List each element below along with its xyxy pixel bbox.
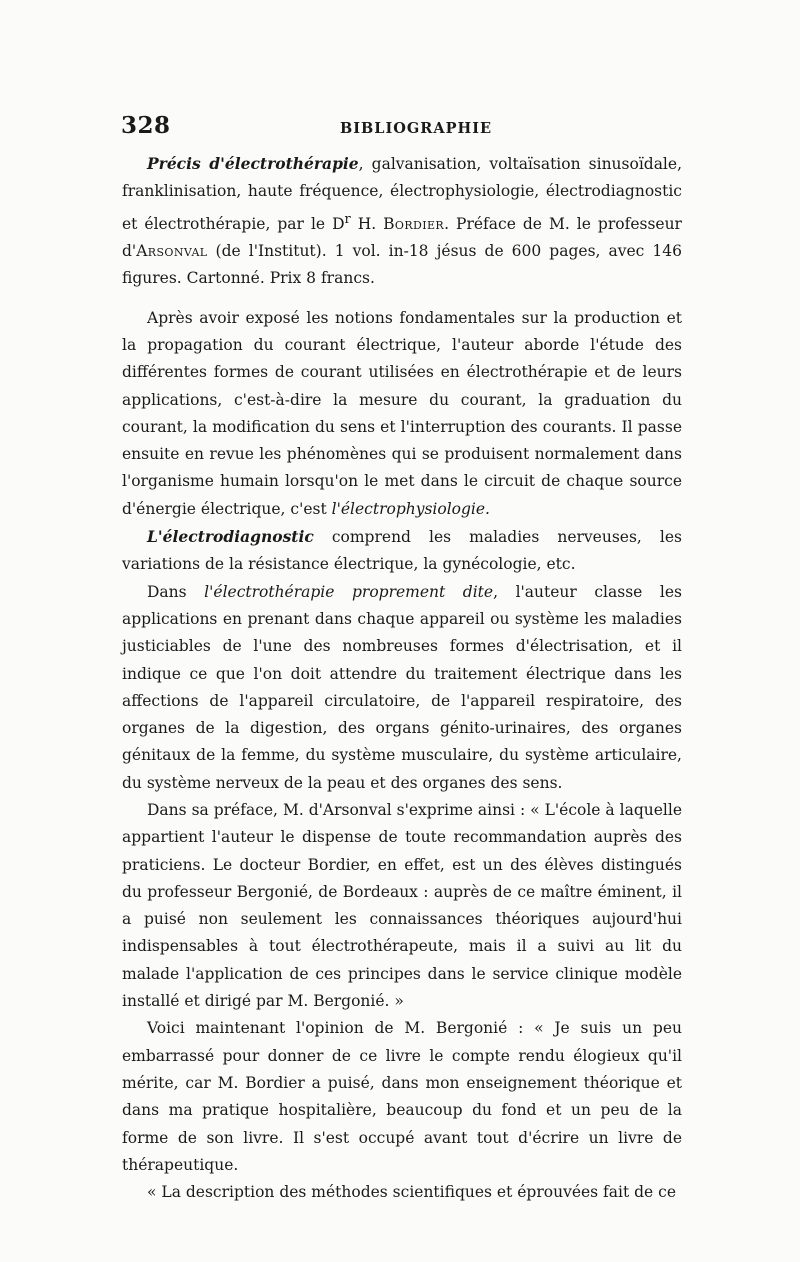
entry-sup: r [344, 211, 351, 227]
entry-text-4: (de l'Institut). 1 vol. in-18 jésus de 600 pages, avec 146 figures. Cartonné. Prix 8 francs. [122, 242, 682, 288]
paragraph-4: Dans sa préface, M. d'Arsonval s'exprime ainsi : « L'école à laquelle appartient l'auteur le dispense de toute recommandation auprès des praticiens. Le docteur Bordier, en effet, est un des élèves distingués du professeur Bergonié, de Bordeaux : auprès de ce maître éminent, il a puisé non seulement les connaissances théoriques aujourd'hui indispensables à tout électrothérapeute, mais il a suivi au lit du malade l'application de ces principes dans le service clinique modèle installé et dirigé par M. Bergonié. » [122, 800, 682, 1011]
paragraph-6: « La description des méthodes scientifiques et éprouvées fait de ce [147, 1183, 677, 1202]
paragraph-3-emphasis: l'électrothérapie proprement dite [204, 582, 494, 601]
paragraph-1-text: Après avoir exposé les notions fondamentales sur la production et la propagation du courant électrique, l'auteur aborde l'étude des différentes formes de courant utilisées en électrothérapie et de leurs applications, c'est-à-dire la mesure du courant, la graduation du courant, la modification du sens et l'interruption des courants. Il passe ensuite en revue les phénomènes qui se produisent normalement dans l'organisme humain lorsqu'on le met dans le circuit de chaque source d'énergie électrique, c'est [122, 308, 682, 518]
entry-text-1: , galvanisation, voltaïsation sinusoïdale, franklinisation, haute fréquence, électrophysiologie, électrodiagnostic et électrothérapie, par le D [122, 155, 682, 233]
entry-author: Bordier [383, 214, 445, 233]
entry-preface-author: Arsonval [136, 242, 208, 261]
running-title: BIBLIOGRAPHIE [340, 120, 493, 137]
paragraph-3 [122, 579, 682, 797]
entry-text-3: . Préface de M. le professeur d' [122, 214, 682, 261]
entry-title: Précis d'électrothérapie [147, 154, 359, 173]
paragraph-3-lead: Dans [147, 582, 205, 601]
paragraph-2-emphasis: L'électrodiagnostic [147, 527, 314, 547]
body-text [122, 150, 682, 1206]
paragraph-3-text: , l'auteur classe les applications en prenant dans chaque appareil ou système les maladies justiciables de l'une des nombreuses formes d'électrisation, et il indique ce que l'on doit attendre du traitement électrique dans les affections de l'appareil circulatoire, de l'appareil respiratoire, des organes de la digestion, des organs génito-urinaires, des organes génitaux de la femme, du système musculaire, du système articulaire, du système nerveux de la peau et des organes des sens. [122, 582, 682, 792]
paragraph-2-text: comprend les maladies nerveuses, les variations de la résistance électrique, la gynécologie, etc. [122, 528, 682, 574]
paragraph-1 [122, 305, 682, 523]
paragraph-1-emphasis: l'électrophysiologie. [331, 499, 490, 518]
paragraph-2 [122, 523, 682, 579]
paragraph-5: Voici maintenant l'opinion de M. Bergonié : « Je suis un peu embarrassé pour donner de ce livre le compte rendu élogieux qu'il mérite, car M. Bordier a puisé, dans mon enseignement théorique et dans ma pratique hospitalière, beaucoup du fond et un peu de la forme de son livre. Il s'est occupé avant tout d'écrire un livre de thérapeutique. [122, 1019, 682, 1174]
entry-text-2: H. [350, 214, 384, 233]
page-number: 328 [121, 112, 171, 139]
bibliography-entry [122, 150, 682, 293]
